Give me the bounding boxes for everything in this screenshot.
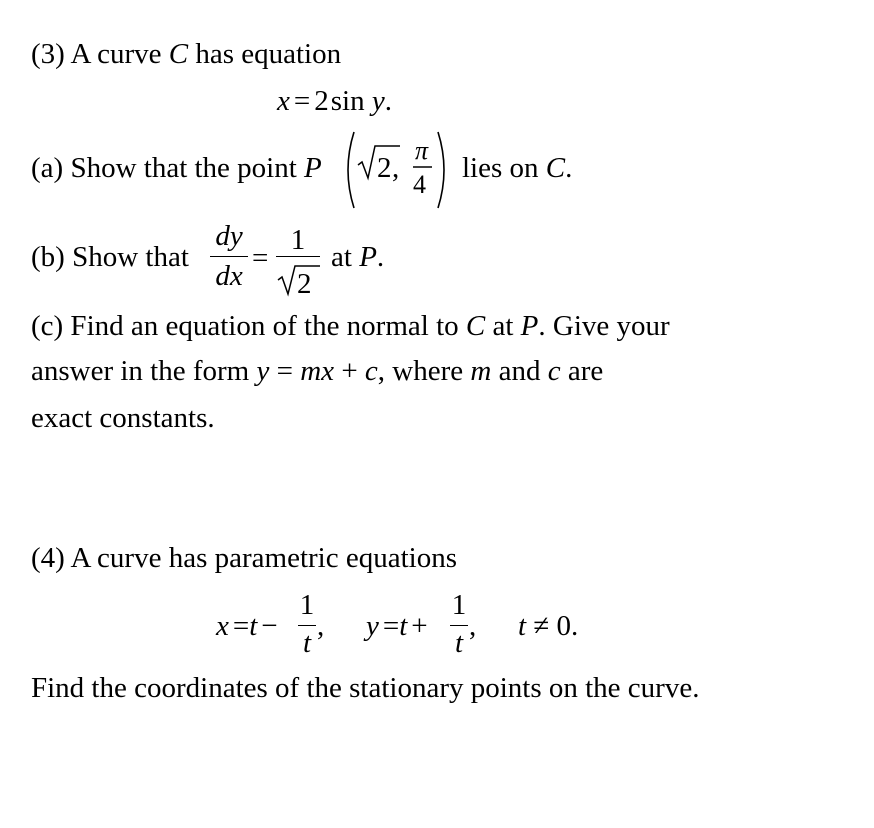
param-x-lhs [216,612,278,641]
part-a-tail-text: lies on [462,152,539,184]
param-condition [518,612,578,641]
part-c-point: P [520,310,539,342]
px-num: 1 [299,589,315,621]
pi-symbol: π [415,136,429,165]
part-c-line2 [31,357,603,386]
q3-heading [31,40,341,69]
py-op: + [411,610,428,642]
part-b-end: . [376,241,385,273]
right-paren [438,132,444,208]
part-a-label: (a) [31,152,64,184]
left-paren [348,132,354,208]
part-a-statement: Show that the point [70,152,297,184]
cond-neq: ≠ [533,610,550,642]
form-mx: mx [300,355,335,387]
eq-func: sin [330,85,365,117]
dy: dy [215,220,243,252]
part-c-and: and [498,355,541,387]
part-a-point: P [304,152,322,184]
q3-heading-tail: has equation [195,38,342,70]
one-b: 1 [290,224,306,256]
form-eq: = [276,355,293,387]
part-c-line1 [31,312,670,341]
part-c-l1b: at [492,310,514,342]
px-x: x [216,610,229,642]
param-y-fraction [450,591,468,661]
py-y: y [366,610,379,642]
part-a-end: . [565,152,573,184]
part-b-text [31,243,189,272]
part-c-are: are [567,355,604,387]
part-b-label: (b) [31,241,65,273]
part-c-l1c: . Give your [538,310,670,342]
part-b-point: P [359,241,377,273]
dx: dx [215,260,243,292]
part-b-tail-text: at [331,241,352,273]
part-a-curve: C [545,152,566,184]
const-m: m [470,355,492,387]
q4-heading: (4) A curve has parametric equations [31,542,457,574]
part-b-equals: = [252,242,269,274]
py-t: t [399,610,408,642]
part-b-statement: Show that [72,241,189,273]
py-comma: , [469,610,477,642]
part-b-tail [331,243,384,272]
part-c-line3: exact constants. [31,402,215,434]
q3-curve-name: C [168,38,189,70]
part-a-text [31,154,322,183]
sqrt-arg-a: 2 [377,152,392,184]
const-c: c [547,355,561,387]
px-op: − [261,610,278,642]
px-eq: = [232,610,250,642]
q3-equation [277,87,392,116]
coord-comma: , [392,152,400,184]
part-a-tail [462,154,572,183]
dy-dx-fraction [210,222,248,292]
one-over-root2-bar [276,256,320,257]
param-x-fraction [298,591,316,661]
dy-dx-bar [210,256,248,257]
param-y-lhs [366,612,428,641]
sqrt-arg-b: 2 [297,268,312,300]
py-eq: = [382,610,400,642]
q3-heading-text: A curve [70,38,162,70]
cond-val: 0. [556,610,579,642]
four: 4 [413,170,426,199]
px-t: t [249,610,258,642]
q3-number: (3) [31,38,65,70]
eq-end: . [384,85,392,117]
cond-t: t [518,610,527,642]
form-c: c [364,355,378,387]
part-c-l1a: (c) Find an equation of the normal to [31,310,459,342]
eq-equals: = [293,85,311,117]
part-c-curve: C [465,310,486,342]
eq-coef: 2 [314,85,329,117]
part-c-l2b: , where [377,355,464,387]
point-coordinates [340,128,460,218]
eq-lhs: x [277,85,290,117]
q4-instruction: Find the coordinates of the stationary points on the curve. [31,672,700,704]
form-plus: + [341,355,358,387]
py-num: 1 [451,589,467,621]
part-c-l2a: answer in the form [31,355,250,387]
px-comma: , [317,610,325,642]
form-y: y [256,355,270,387]
px-den: t [302,627,312,659]
py-den: t [454,627,464,659]
eq-var: y [371,85,385,117]
